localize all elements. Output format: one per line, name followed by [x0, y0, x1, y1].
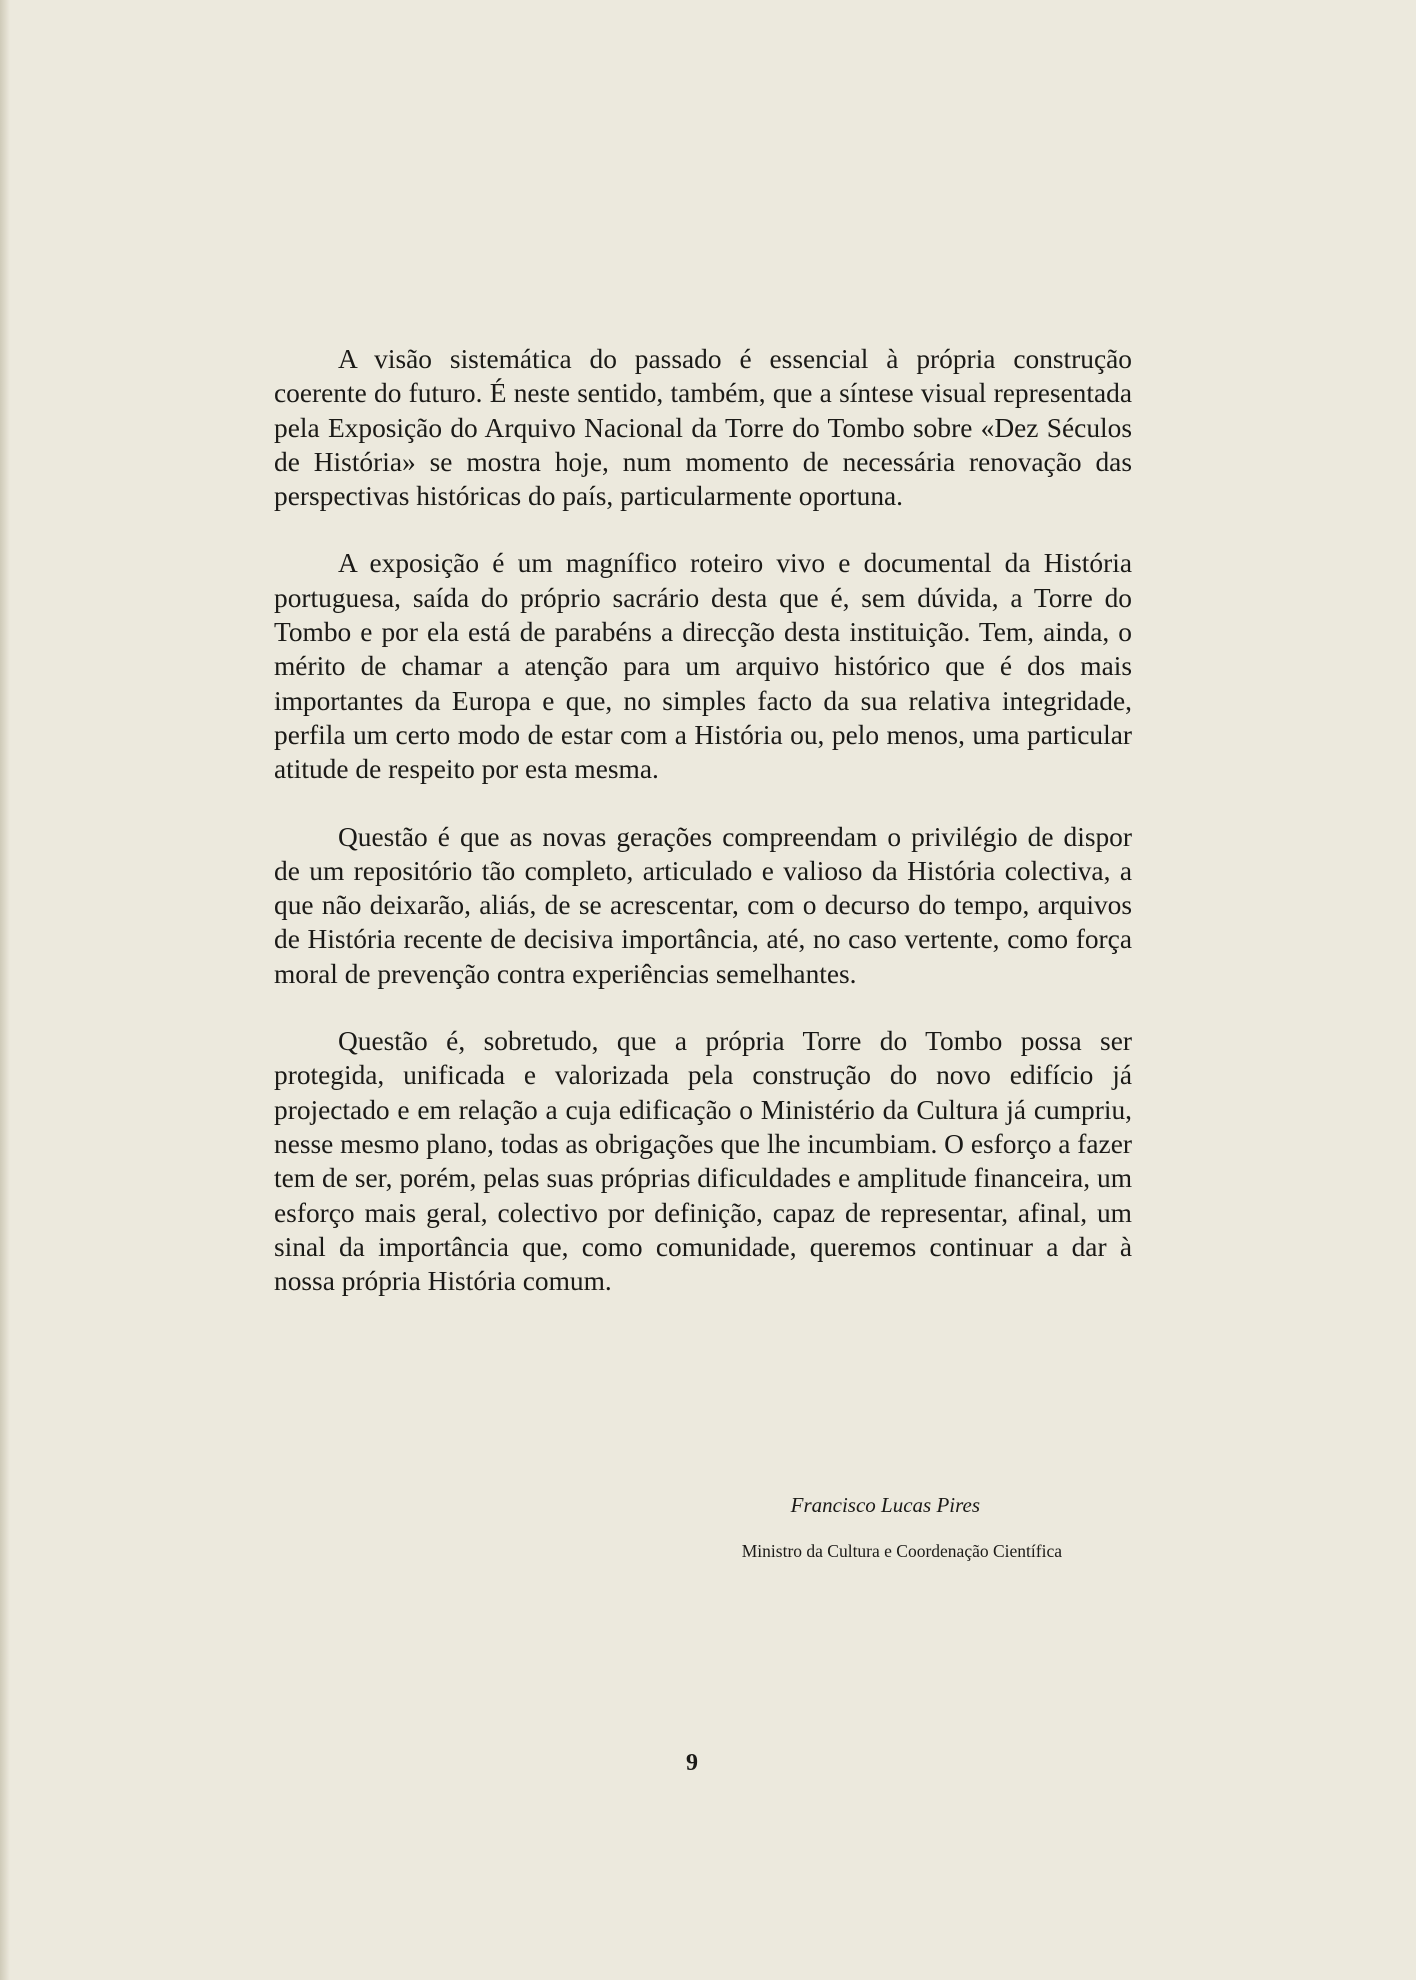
- page-number: 9: [686, 1750, 698, 1776]
- paragraph-1: A visão sistemática do passado é essencial à própria construção coerente do futuro. É neste sentido, também, que a síntese visual representada pela Exposição do Arquivo Nacional da Torre do Tombo sobre «Dez Séculos de História» se mostra hoje, num momento de necessária renovação das perspectivas históricas do país, particularmente oportuna.: [274, 344, 1132, 512]
- paragraph-3: Questão é que as novas gerações compreendam o privilégio de dispor de um repositório tão completo, articulado e valioso da História colectiva, a que não deixarão, aliás, de se acrescentar, com o decurso do tempo, arquivos de História recente de decisiva importância, até, no caso vertente, como força moral de prevenção contra experiências semelhantes.: [274, 821, 1132, 989]
- signature-name: Francisco Lucas Pires: [790, 1493, 980, 1517]
- paragraph-2: A exposição é um magnífico roteiro vivo e documental da História portuguesa, saída do próprio sacrário desta que é, sem dúvida, a Torre do Tombo e por ela está de parabéns a direcção desta instituição. Tem, ainda, o mérito de chamar a atenção para um arquivo histórico que é dos mais importantes da Europa e que, no simples facto da sua relativa integridade, perfila um certo modo de estar com a História ou, pelo menos, uma particular atitude de respeito por esta mesma.: [274, 548, 1132, 785]
- page-edge: [0, 0, 10, 1980]
- body-text: [274, 342, 1132, 1331]
- paragraph-4: Questão é, sobretudo, que a própria Torre do Tombo possa ser protegida, unificada e valorizada pela construção do novo edifício já projectado e em relação a cuja edificação o Ministério da Cultura já cumpriu, nesse mesmo plano, todas as obrigações que lhe incumbiam. O esforço a fazer tem de ser, porém, pelas suas próprias dificuldades e amplitude financeira, um esforço mais geral, colectivo por definição, capaz de representar, afinal, um sinal da importância que, como comunidade, queremos continuar a dar à nossa própria História comum.: [274, 1026, 1132, 1297]
- signature-role: Ministro da Cultura e Coordenação Científica: [741, 1541, 1062, 1561]
